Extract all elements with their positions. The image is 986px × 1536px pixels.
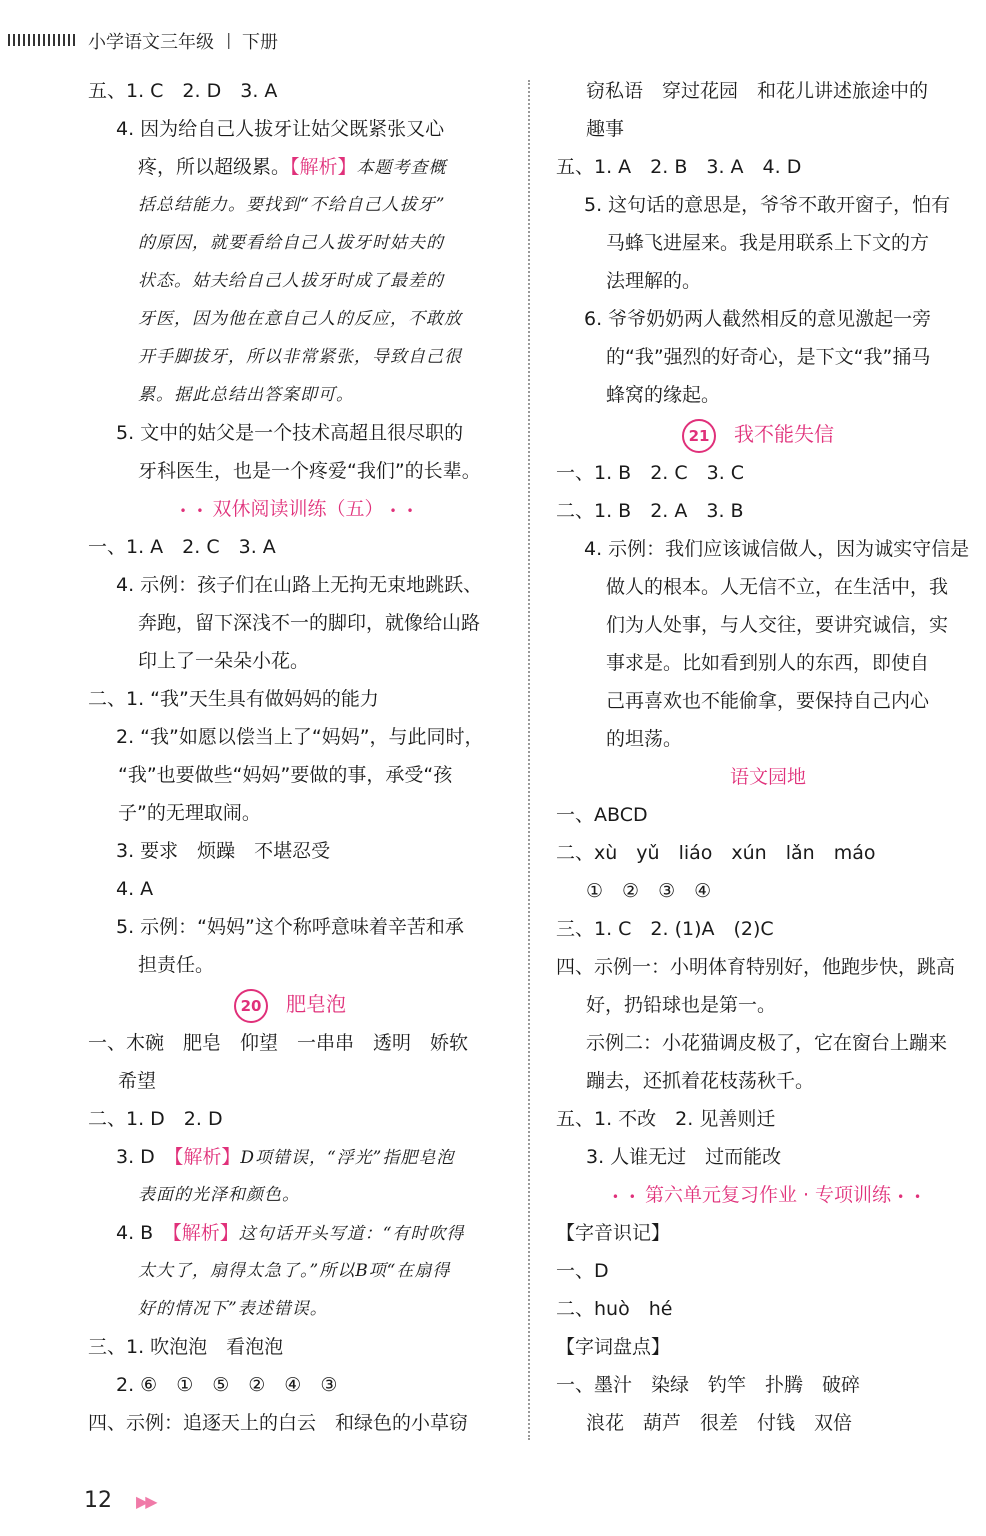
answer-line: 浪花 葫芦 很差 付钱 双倍 (586, 1412, 853, 1434)
analysis-line: 累。据此总结出答案即可。 (138, 385, 354, 405)
answer-line: 做人的根本。人无信不立，在生活中，我 (606, 576, 949, 598)
answer-line: 3. D 【解析】D项错误，“浮光”指肥皂泡 (116, 1146, 455, 1168)
answer-line: 印上了一朵朵小花。 (138, 650, 310, 672)
answer-line: 三、1. 吹泡泡 看泡泡 (88, 1336, 284, 1358)
answer-line: 4. 因为给自己人拔牙让姑父既紧张又心 (116, 118, 445, 140)
analysis-line: 太大了，扇得太急了。”所以B项“在扇得 (138, 1261, 451, 1281)
answer-line: 3. 要求 烦躁 不堪忍受 (116, 840, 331, 862)
answer-line: 示例二：小花猫调皮极了，它在窗台上蹦来 (586, 1032, 948, 1054)
answer-line: 窃私语 穿过花园 和花儿讲述旅途中的 (586, 80, 929, 102)
answer-line: 蹦去，还抓着花枝荡秋千。 (586, 1070, 815, 1092)
answer-line: 6. 爷爷奶奶两人截然相反的意见激起一旁 (584, 308, 932, 330)
analysis-line: 括总结能力。要找到“不给自己人拔牙” (138, 195, 446, 215)
answer-line: 蜂窝的缘起。 (606, 384, 721, 406)
answer-line: “我”也要做些“妈妈”要做的事，承受“孩 (118, 764, 453, 786)
answer-line: 五、1. C 2. D 3. A (88, 80, 278, 102)
lesson-number-badge: 20 (234, 989, 268, 1023)
left-column (88, 72, 508, 1442)
lesson-title: 肥皂泡 (286, 992, 346, 1016)
answer-line: 4. B 【解析】这句话开头写道：“有时吹得 (116, 1222, 465, 1244)
column-divider (528, 80, 530, 1440)
answer-line: 一、1. A 2. C 3. A (88, 536, 276, 558)
section-title: • • 第六单元复习作业 · 专项训练 • • (611, 1184, 925, 1206)
subsection-label: 【字词盘点】 (556, 1336, 671, 1358)
answer-line: 4. 示例：我们应该诚信做人，因为诚实守信是 (584, 538, 970, 560)
answer-line: 3. 人谁无过 过而能改 (586, 1146, 782, 1168)
analysis-line: 的原因，就要看给自己人拔牙时姑夫的 (138, 233, 444, 253)
answer-line: 五、1. A 2. B 3. A 4. D (556, 156, 802, 178)
page-number: 12 (84, 1488, 112, 1513)
answer-line: 一、D (556, 1260, 609, 1282)
answer-line: 三、1. C 2. (1)A (2)C (556, 918, 774, 940)
answer-line: 4. A (116, 878, 154, 900)
answer-line: 四、示例：追逐天上的白云 和绿色的小草窃 (88, 1412, 469, 1434)
answer-line: 一、ABCD (556, 804, 648, 826)
answer-line: 奔跑，留下深浅不一的脚印，就像给山路 (138, 612, 481, 634)
analysis-tag: 【解析】 (173, 1146, 241, 1168)
analysis-line: 好的情况下”表述错误。 (138, 1299, 328, 1319)
answer-line: 四、示例一：小明体育特别好，他跑步快，跳高 (556, 956, 956, 978)
answer-line: 子”的无理取闹。 (118, 802, 261, 824)
answer-line: 的“我”强烈的好奇心，是下文“我”捅马 (606, 346, 931, 368)
answer-line: 的坦荡。 (606, 728, 683, 750)
answer-line: 好，扔铅球也是第一。 (586, 994, 777, 1016)
lesson-heading (556, 414, 980, 454)
answer-line: 疼，所以超级累。【解析】本题考查概 (138, 156, 447, 178)
section-title: 语文园地 (729, 766, 806, 788)
answer-line: 马蜂飞进屋来。我是用联系上下文的方 (606, 232, 930, 254)
page-header (0, 28, 400, 53)
answer-line: 二、1. “我”天生具有做妈妈的能力 (88, 688, 379, 710)
section-title: • • 双休阅读训练（五） • • (179, 498, 417, 520)
answer-line: 法理解的。 (606, 270, 702, 292)
answer-line: 二、1. B 2. A 3. B (556, 500, 744, 522)
answer-line: 5. 示例：“妈妈”这个称呼意味着辛苦和承 (116, 916, 464, 938)
analysis-line: 开手脚拔牙，所以非常紧张，导致自己很 (138, 347, 462, 367)
answer-line: 希望 (118, 1070, 157, 1092)
answer-line: 牙科医生，也是一个疼爱“我们”的长辈。 (138, 460, 481, 482)
book-volume: 下册 (242, 32, 278, 53)
answer-line: 己再喜欢也不能偷拿，要保持自己内心 (606, 690, 930, 712)
answer-line: 一、1. B 2. C 3. C (556, 462, 745, 484)
answer-line: 一、墨汁 染绿 钓竿 扑腾 破碎 (556, 1374, 861, 1396)
analysis-tag: 【解析】 (172, 1222, 239, 1244)
answer-line: 4. 示例：孩子们在山路上无拘无束地跳跃、 (116, 574, 483, 596)
answer-line: 趣事 (586, 118, 625, 140)
analysis-line: 表面的光泽和颜色。 (138, 1185, 300, 1205)
lesson-title: 我不能失信 (734, 422, 834, 446)
answer-line: 五、1. 不改 2. 见善则迁 (556, 1108, 776, 1130)
answer-line: 2. “我”如愿以偿当上了“妈妈”，与此同时， (116, 726, 484, 748)
lesson-heading (88, 984, 508, 1024)
answer-line: 2. ⑥ ① ⑤ ② ④ ③ (116, 1374, 338, 1396)
lesson-number-badge: 21 (682, 419, 716, 453)
answer-line: 担责任。 (138, 954, 215, 976)
right-column (556, 72, 980, 1442)
analysis-line: 状态。姑夫给自己人拔牙时成了最差的 (138, 271, 444, 291)
arrow-icon: ▶▶ (136, 1492, 155, 1511)
answer-line: 们为人处事，与人交往，要讲究诚信，实 (606, 614, 949, 636)
barcode-decoration (8, 34, 78, 46)
subsection-label: 【字音识记】 (556, 1222, 671, 1244)
answer-line: 5. 这句话的意思是，爷爷不敢开窗子，怕有 (584, 194, 951, 216)
answer-line: ① ② ③ ④ (586, 880, 712, 902)
answer-line: 二、huò hé (556, 1298, 673, 1320)
answer-line: 5. 文中的姑父是一个技术高超且很尽职的 (116, 422, 464, 444)
answer-line: 事求是。比如看到别人的东西，即使自 (606, 652, 930, 674)
analysis-line: 牙医，因为他在意自己人的反应，不敢放 (138, 309, 462, 329)
answer-line: 一、木碗 肥皂 仰望 一串串 透明 娇软 (88, 1032, 469, 1054)
answer-line: 二、1. D 2. D (88, 1108, 223, 1130)
book-title: 小学语文三年级 (88, 32, 214, 53)
analysis-tag: 【解析】 (290, 156, 357, 178)
header-separator: | (226, 30, 232, 49)
answer-line: 二、xù yǔ liáo xún lǎn máo (556, 842, 876, 864)
